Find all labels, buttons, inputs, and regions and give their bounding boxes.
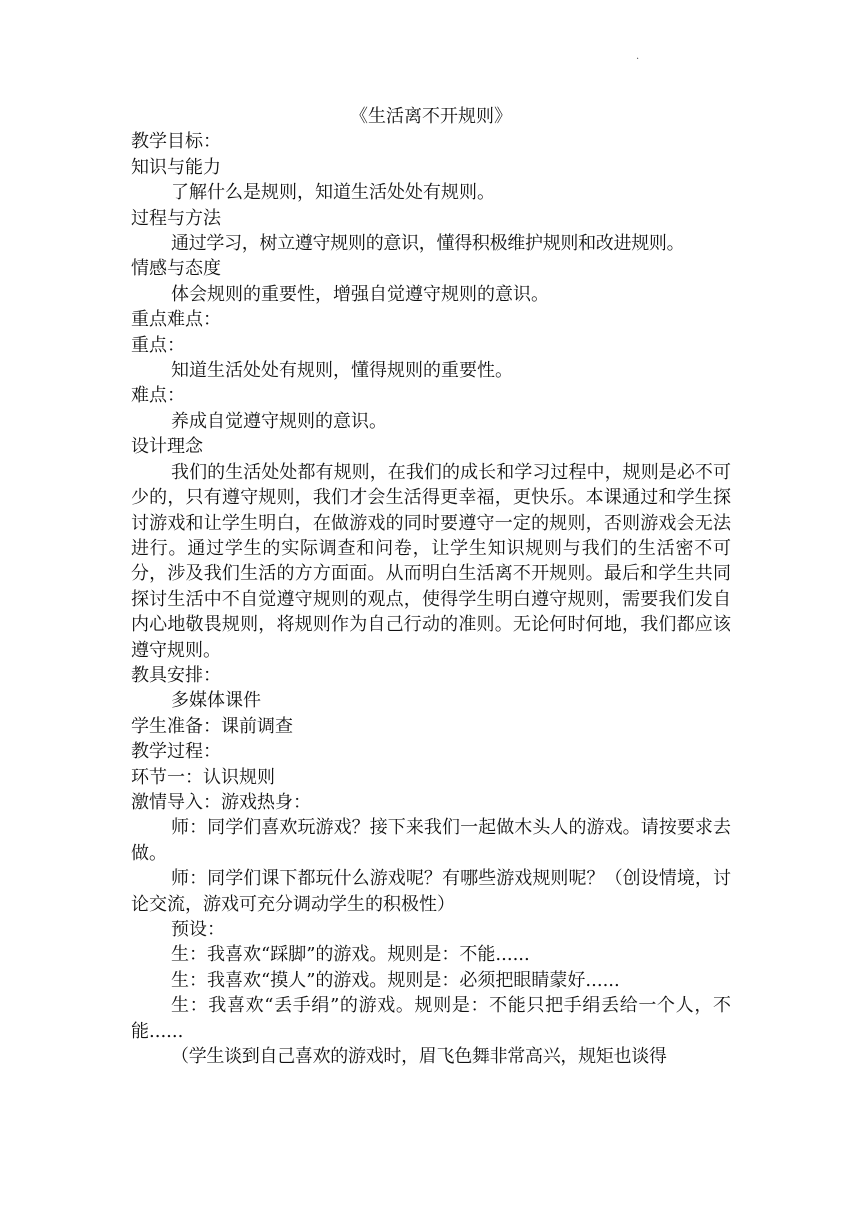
heading-knowledge-ability: 知识与能力 xyxy=(131,156,221,178)
heading-teaching-goals: 教学目标： xyxy=(131,131,221,153)
text-student-3: 生：我喜欢“丢手绢”的游戏。规则是：不能只把手绢丢给一个人，不能...... xyxy=(131,995,731,1042)
text-difficult-point: 养成自觉遵守规则的意识。 xyxy=(171,410,387,432)
text-teacher-2: 师：同学们课下都玩什么游戏呢？有哪些游戏规则呢？（创设情境，讨论交流，游戏可充分调动学生的积极性） xyxy=(131,868,731,915)
heading-difficult-point: 难点： xyxy=(131,385,185,407)
heading-section-one: 环节一：认识规则 xyxy=(131,766,275,788)
text-knowledge-ability: 了解什么是规则，知道生活处处有规则。 xyxy=(171,182,495,204)
text-process-method: 通过学习，树立遵守规则的意识，懂得积极维护规则和改进规则。 xyxy=(171,233,685,255)
text-preset: 预设： xyxy=(171,919,225,940)
heading-process-method: 过程与方法 xyxy=(131,207,221,229)
text-student-1: 生：我喜欢“踩脚”的游戏。规则是：不能...... xyxy=(171,944,530,966)
heading-key-point: 重点： xyxy=(131,334,185,356)
text-teacher-1: 师：同学们喜欢玩游戏？接下来我们一起做木头人的游戏。请按要求去做。 xyxy=(131,817,731,864)
heading-key-difficult: 重点难点： xyxy=(131,309,221,331)
heading-student-prep: 学生准备：课前调查 xyxy=(131,715,293,737)
document-title: 《生活离不开规则》 xyxy=(350,106,512,127)
text-teaching-aids: 多媒体课件 xyxy=(171,690,261,712)
heading-design-concept: 设计理念 xyxy=(131,436,203,458)
text-note: （学生谈到自己喜欢的游戏时，眉飞色舞非常高兴，规矩也谈得 xyxy=(171,1046,667,1068)
page-dot: . xyxy=(636,51,640,62)
text-design-concept: 我们的生活处处都有规则，在我们的成长和学习过程中，规则是必不可少的，只有遵守规则，我们才会生活得更幸福，更快乐。本课通过和学生探讨游戏和让学生明白，在做游戏的同时要遵守一定的规则，否则游戏会无法进行。通过学生的实际调查和问卷，让学生知识规则与我们的生活密不可分，涉及我们生活的方方面面。从而明白生活离不开规则。最后和学生共同探讨生活中不自觉遵守规则的观点，使得学生明白遵守规则，需要我们发自内心地敬畏规则，将规则作为自己行动的准则。无论何时何地，我们都应该遵守规则。 xyxy=(131,461,731,661)
heading-emotion-attitude: 情感与态度 xyxy=(131,258,221,280)
text-emotion-attitude: 体会规则的重要性，增强自觉遵守规则的意识。 xyxy=(171,283,549,305)
heading-teaching-aids: 教具安排： xyxy=(131,664,221,686)
heading-warmup: 激情导入：游戏热身： xyxy=(131,791,311,813)
text-student-2: 生：我喜欢“摸人”的游戏。规则是：必须把眼睛蒙好...... xyxy=(171,969,620,991)
document-body xyxy=(131,104,731,1069)
text-key-point: 知道生活处处有规则，懂得规则的重要性。 xyxy=(171,360,513,382)
heading-teaching-process: 教学过程： xyxy=(131,741,221,763)
